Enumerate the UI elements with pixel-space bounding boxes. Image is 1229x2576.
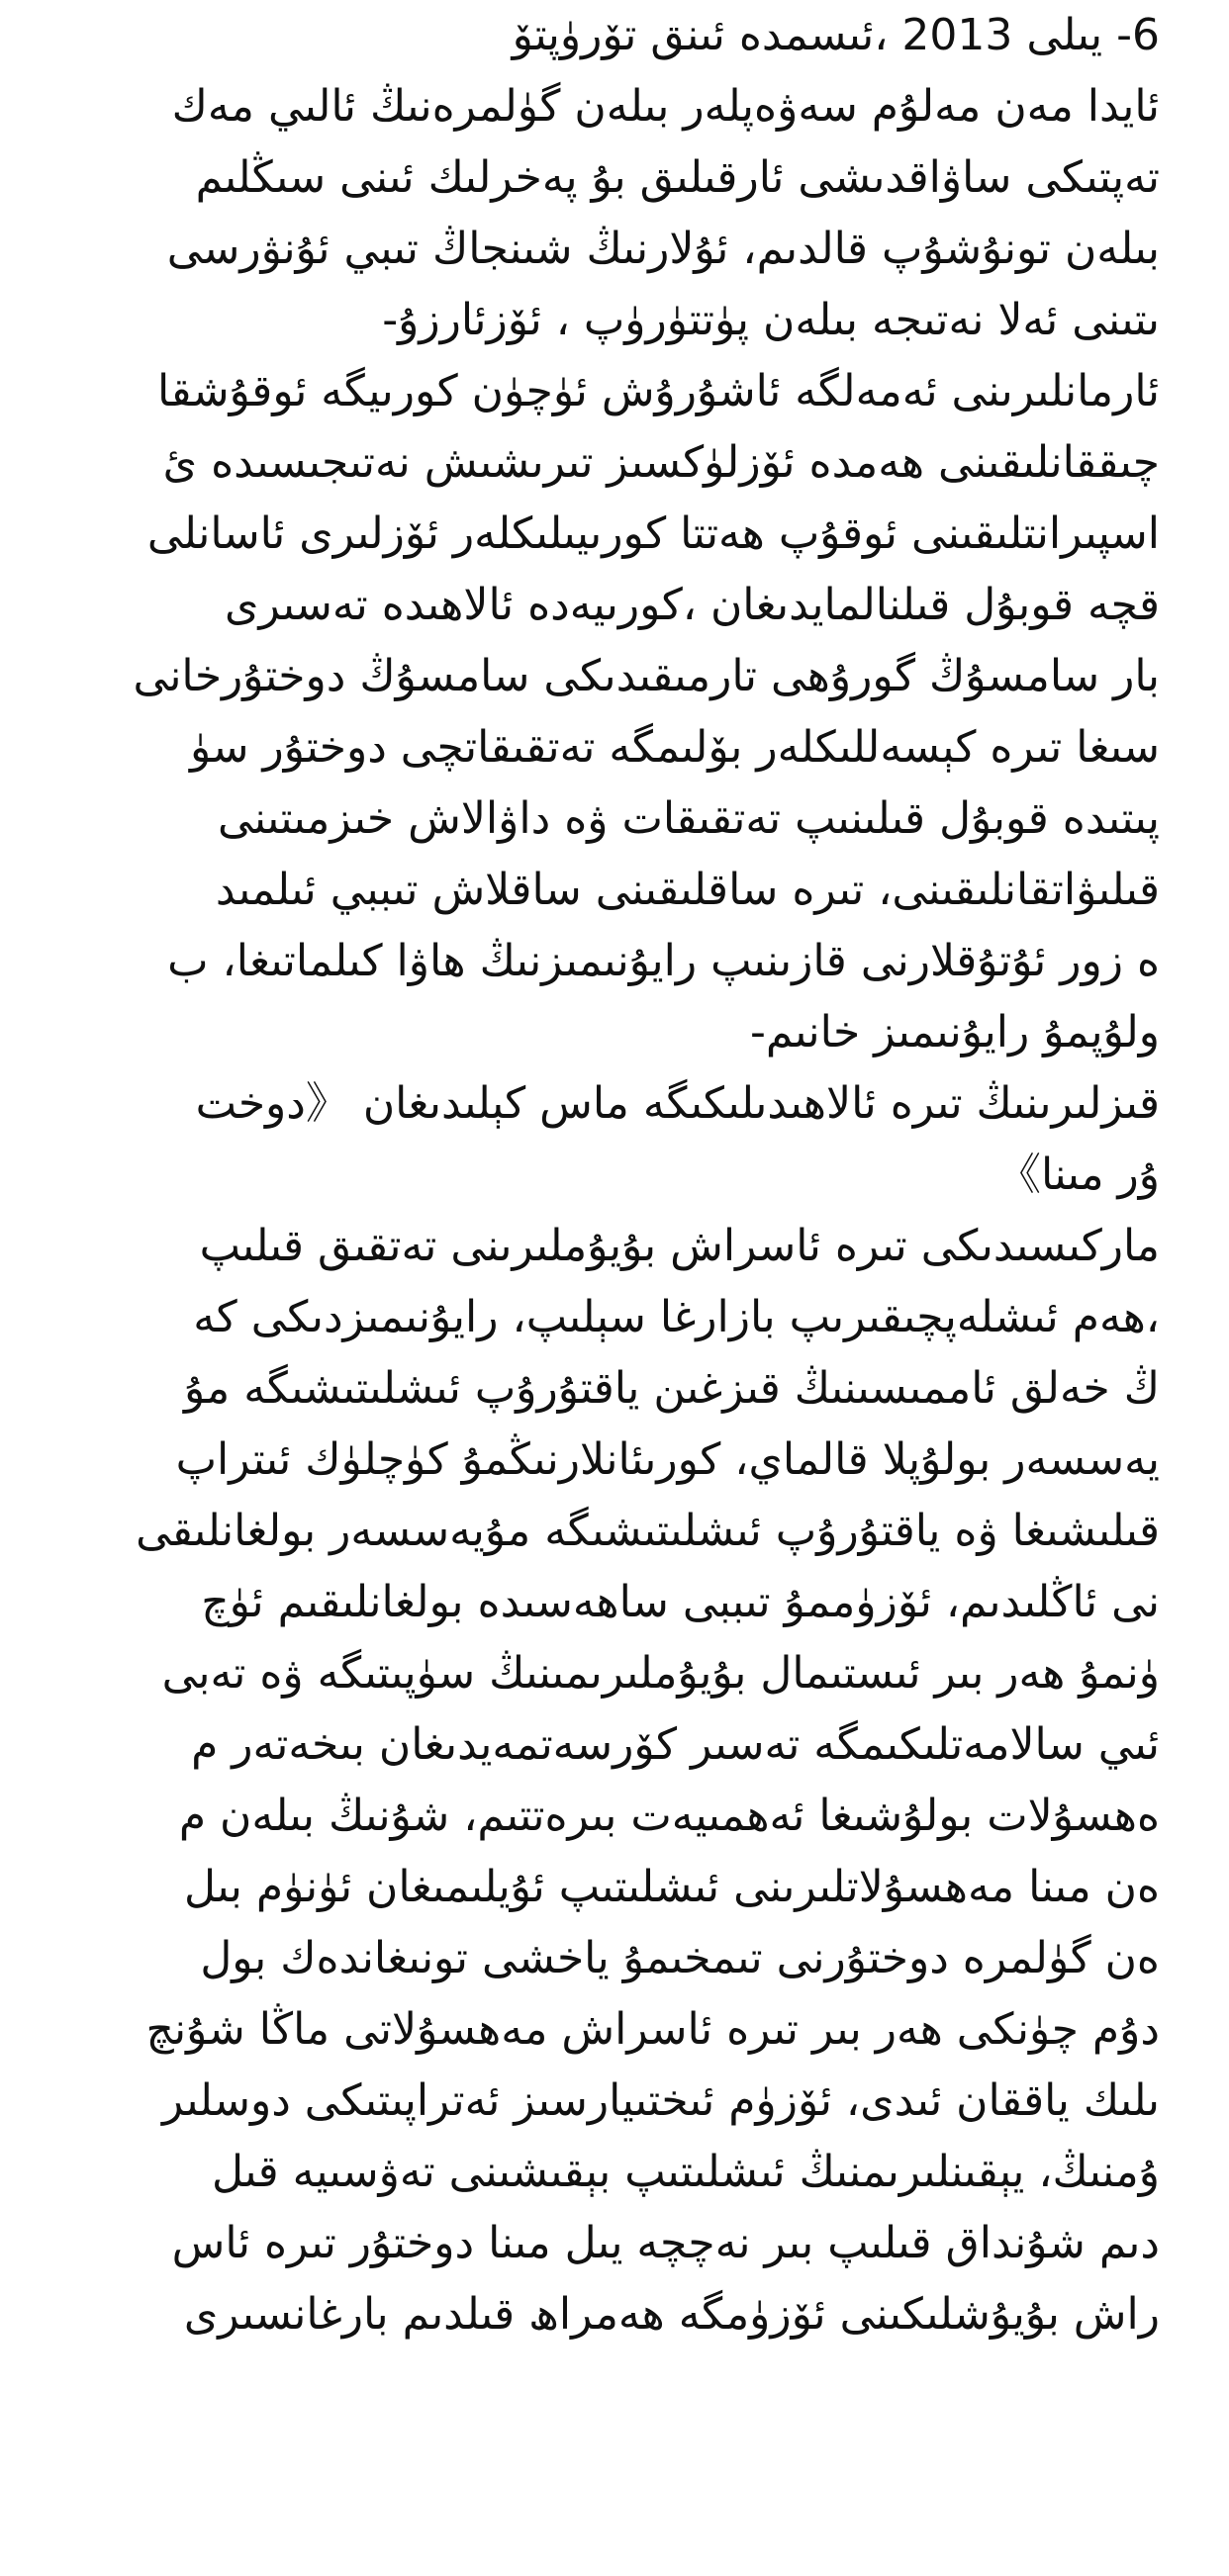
text-line: راش بۇيۇشلىكىنى ئۆزۈمگە ھەمراھ قىلدىم بارغانسىرى xyxy=(183,2289,1160,2340)
text-line: اسپىرانتلىقىنى ئوقۇپ ھەتتا كورىيىلىكلەر ئۆزلىرى ئاسانلى xyxy=(146,508,1160,559)
text-line: ىتىنى ئەلا نەتىجە بىلەن پۈتتۈرۈپ ، ئۆزئارزۇ- xyxy=(382,295,1160,345)
text-line: ۇمنىڭ، يېقىنلىرىمنىڭ ئىشلىتىپ بېقىشىنى تەۋسىيە قىل xyxy=(211,2147,1160,2197)
text-line: ،ھەم ئىشلەپچىقىرىپ بازارغا سېلىپ، رايۇنىمىزدىكى كە xyxy=(193,1292,1160,1342)
text-line: ئىي سالامەتلىكىمگە تەسىر كۆرسەتمەيدىغان بىخەتەر م xyxy=(191,1719,1160,1770)
text-line: ئايدا مەن مەلۇم سەۋەپلەر بىلەن گۈلمرەنىڭ ئالىي مەك xyxy=(171,81,1160,132)
text-line: بىلەن تونۇشۇپ قالدىم، ئۇلارنىڭ شىنجاڭ تىبي ئۇنۋرسى xyxy=(166,224,1160,274)
text-line: ەن مىنا مەھسۇلاتلىرىنى ئىشلىتىپ ئۇيلىمىغان ئۈنۈم بىل xyxy=(184,1862,1160,1912)
text-line: قچە قوبۇل قىلنالمايدىغان ،كورىيەدە ئالاھىدە تەسىرى xyxy=(225,580,1160,630)
text-line: قىزلىرىنىڭ تىرە ئالاھىدىلىكىگە ماس كېلىدىغان 《دوخت xyxy=(195,1078,1160,1129)
text-line: ڭ خەلق ئاممىسىنىڭ قىزغىن ياقتۇرۇپ ئىشلىتىشىگە مۇ xyxy=(183,1363,1160,1414)
text-line: يەسسەر بولۇپلا قالماي، كورىئانلارنىڭمۇ كۈچلۈك ئىتراپ xyxy=(175,1434,1160,1485)
text-line: ە زور ئۇتۇقلارنى قازىنىپ رايۇنىمىزنىڭ ھاۋا كىلماتىغا، ب xyxy=(167,936,1160,986)
text-line: ماركىسىدىكى تىرە ئاسراش بۇيۇملىرىنى تەتقىق قىلىپ xyxy=(199,1221,1160,1271)
text-line: پىتىدە قوبۇل قىلىنىپ تەتقىقات ۋە داۋالاش خىزمىتىنى xyxy=(218,793,1160,844)
text-line: بار سامسۇڭ گورۇھى تارمىقىدىكى سامسۇڭ دوختۇرخانى xyxy=(133,651,1160,701)
text-line: دۇم چۈنكى ھەر بىر تىرە ئاسراش مەھسۇلاتى ماڭا شۇنچ xyxy=(145,2004,1160,2055)
text-line: قىلىشىغا ۋە ياقتۇرۇپ ئىشلىتىشىگە مۇيەسسەر بولغانلىقى xyxy=(136,1506,1160,1556)
text-line: ەھسۇلات بولۇشىغا ئەھمىيەت بىرەتتىم، شۇنىڭ بىلەن م xyxy=(178,1791,1160,1841)
text-line: ۈنمۇ ھەر بىر ئىستىمال بۇيۇملىرىمىنىڭ سۈپىتىگە ۋە تەبى xyxy=(161,1648,1160,1699)
text-line: ولۇپمۇ رايۇنىمىز خانىم- xyxy=(749,1007,1160,1058)
text-line: نى ئاڭلىدىم، ئۆزۈممۇ تىببى ساھەسىدە بولغانلىقىم ئۈچ xyxy=(201,1577,1160,1627)
text-line: دىم شۇنداق قىلىپ بىر نەچچە يىل مىنا دوختۇر تىرە ئاس xyxy=(171,2218,1160,2268)
text-line: قىلىۋاتقانلىقىنى، تىرە ساقلىقىنى ساقلاش تىببي ئىلمىد xyxy=(215,865,1160,915)
text-line: تەپتىكى ساۋاقدىشى ئارقىلىق بۇ پەخرلىك ئىنى سىڭلىم xyxy=(195,152,1160,203)
text-line: ىلىك ياققان ئىدى، ئۆزۈم ئىختىيارسىز ئەتراپىتىكى دوسلىر xyxy=(161,2075,1160,2126)
text-line: ۇر مىنا》 xyxy=(996,1150,1160,1200)
article-body xyxy=(61,0,1160,2356)
text-line: ئارمانلىرىنى ئەمەلگە ئاشۇرۇش ئۈچۈن كورىيگە ئوقۇشقا xyxy=(157,366,1160,416)
text-line: سىغا تىرە كېسەللىكلەر بۆلىمگە تەتقىقاتچى دوختۇر سۈ xyxy=(189,722,1160,773)
text-line: ەن گۈلمرە دوختۇرنى تىمخىمۇ ياخشى تونىغاندەك بول xyxy=(200,1933,1160,1983)
text-line: چىققانلىقىنى ھەمدە ئۆزلۈكسىز تىرىشىش نەتىجىسىدە ئ xyxy=(162,437,1160,488)
text-line: 6- يىلى 2013 ،ئىسمدە ئىنق تۆرۈپتۆ xyxy=(512,10,1160,60)
